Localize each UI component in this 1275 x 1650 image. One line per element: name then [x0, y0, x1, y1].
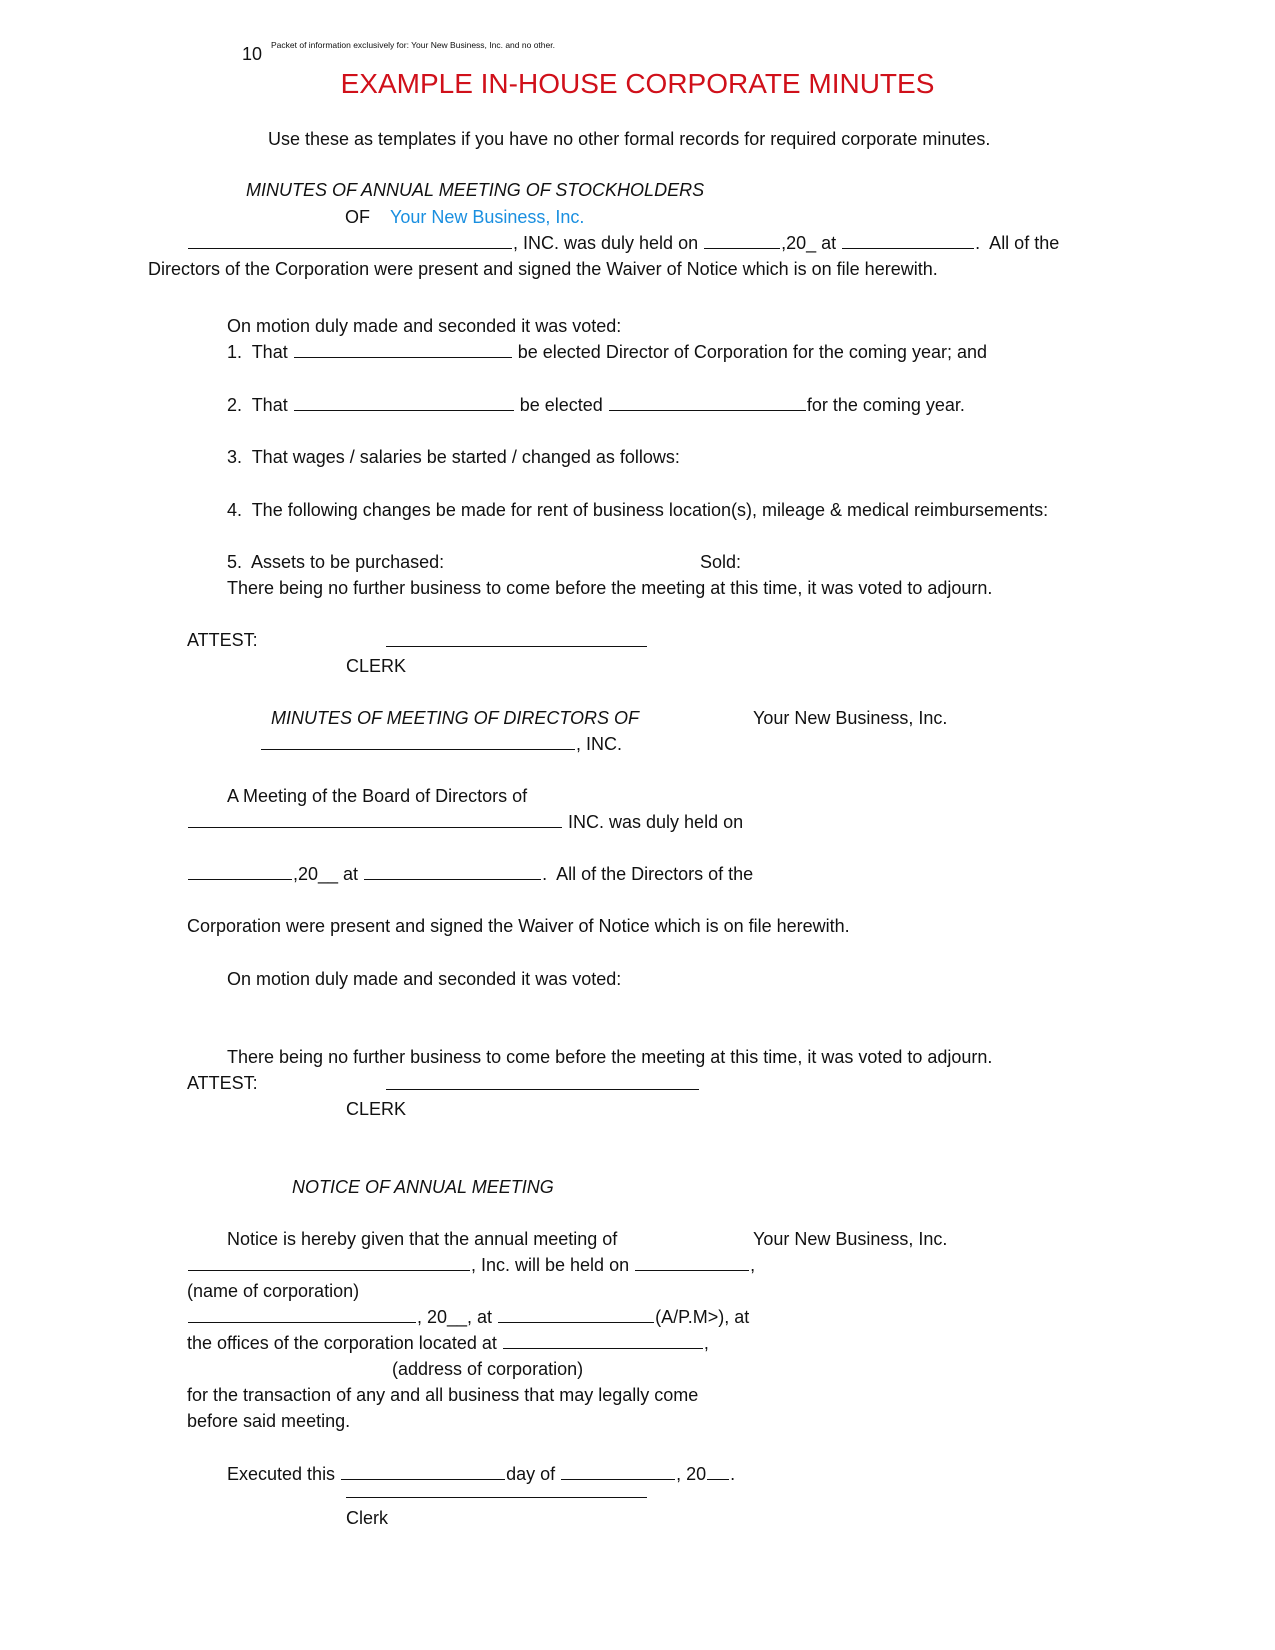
executed-month-blank[interactable] — [561, 1464, 675, 1480]
notice-offices-line: the offices of the corporation located at , — [187, 1333, 709, 1353]
directors-location-blank[interactable] — [364, 864, 541, 880]
directors-attest-label: ATTEST: — [187, 1073, 258, 1093]
date-blank[interactable] — [704, 233, 780, 249]
stockholders-item-5-sold: Sold: — [700, 552, 742, 572]
directors-date-blank[interactable] — [188, 864, 292, 880]
notice-corporation-blank[interactable] — [188, 1255, 470, 1271]
stockholders-held-line: , INC. was duly held on ,20_ at . All of the — [187, 232, 1059, 254]
directors-clerk-signature-line[interactable] — [386, 1089, 699, 1090]
notice-executed-line: Executed this day of , 20 . — [227, 1464, 736, 1484]
stockholders-clerk-label: CLERK — [346, 656, 407, 676]
executed-year-blank[interactable] — [707, 1464, 729, 1480]
director-name-blank[interactable] — [294, 342, 512, 358]
page-number: 10 — [242, 44, 263, 64]
notice-clerk-label: Clerk — [346, 1508, 389, 1528]
notice-time-blank[interactable] — [498, 1307, 654, 1323]
officer-name-blank[interactable] — [294, 395, 514, 411]
stockholders-attest-label: ATTEST: — [187, 630, 258, 650]
stockholders-held-line-2: Directors of the Corporation were present and signed the Waiver of Notice which is on file herewith. — [148, 259, 938, 279]
packet-note: Packet of information exclusively for: Your New Business, Inc. and no other. — [271, 40, 555, 50]
directors-company-name: Your New Business, Inc. — [753, 708, 948, 728]
stockholders-item-4: 4. The following changes be made for rent of business location(s), mileage & medical reimbursements: — [227, 500, 1049, 520]
stockholders-item-3: 3. That wages / salaries be started / changed as follows: — [227, 447, 680, 467]
notice-heading: NOTICE OF ANNUAL MEETING — [292, 1177, 554, 1197]
notice-name-label: (name of corporation) — [187, 1281, 360, 1301]
directors-held-line: INC. was duly held on — [187, 811, 743, 833]
officer-role-blank[interactable] — [609, 395, 806, 411]
stockholders-of-label: OF — [345, 207, 370, 227]
notice-address-label: (address of corporation) — [392, 1359, 584, 1379]
location-blank[interactable] — [842, 233, 974, 249]
notice-clerk-signature-line[interactable] — [346, 1497, 647, 1498]
directors-adjourn: There being no further business to come before the meeting at this time, it was voted to adjourn. — [227, 1047, 993, 1067]
directors-corp-line: Corporation were present and signed the Waiver of Notice which is on file herewith. — [187, 916, 850, 936]
notice-transaction: for the transaction of any and all business that may legally come — [187, 1385, 699, 1405]
stockholders-company-name: Your New Business, Inc. — [390, 207, 585, 227]
notice-day-blank[interactable] — [188, 1307, 416, 1323]
directors-name-blank[interactable] — [188, 812, 562, 828]
directors-meeting: A Meeting of the Board of Directors of — [227, 786, 528, 806]
notice-company-name: Your New Business, Inc. — [753, 1229, 948, 1249]
stockholders-motion: On motion duly made and seconded it was voted: — [227, 316, 622, 336]
stockholders-item-5-assets: 5. Assets to be purchased: — [227, 552, 445, 572]
directors-date-line: ,20__ at . All of the Directors of the — [187, 863, 753, 885]
corporation-name-blank[interactable] — [188, 233, 512, 249]
directors-motion: On motion duly made and seconded it was voted: — [227, 969, 622, 989]
page-title: EXAMPLE IN-HOUSE CORPORATE MINUTES — [340, 68, 935, 99]
stockholders-heading: MINUTES OF ANNUAL MEETING OF STOCKHOLDERS — [246, 180, 705, 200]
intro-text: Use these as templates if you have no other formal records for required corporate minutes. — [268, 129, 991, 149]
notice-held-line: , Inc. will be held on , — [187, 1254, 755, 1276]
stockholders-adjourn: There being no further business to come before the meeting at this time, it was voted to adjourn. — [227, 578, 993, 598]
directors-inc-line: , INC. — [260, 733, 622, 755]
executed-day-blank[interactable] — [341, 1464, 505, 1480]
stockholders-item-1: 1. That be elected Director of Corporation for the coming year; and — [227, 342, 987, 362]
notice-address-blank[interactable] — [503, 1333, 703, 1349]
notice-before: before said meeting. — [187, 1411, 351, 1431]
stockholders-item-2: 2. That be elected for the coming year. — [227, 395, 965, 415]
directors-heading: MINUTES OF MEETING OF DIRECTORS OF — [271, 708, 640, 728]
stockholders-clerk-signature-line[interactable] — [386, 646, 647, 647]
directors-corporation-blank[interactable] — [261, 734, 575, 750]
notice-given: Notice is hereby given that the annual meeting of — [227, 1229, 618, 1249]
directors-clerk-label: CLERK — [346, 1099, 407, 1119]
notice-date-blank[interactable] — [635, 1255, 749, 1271]
notice-time-line: , 20__, at (A/P.M>), at — [187, 1306, 749, 1328]
